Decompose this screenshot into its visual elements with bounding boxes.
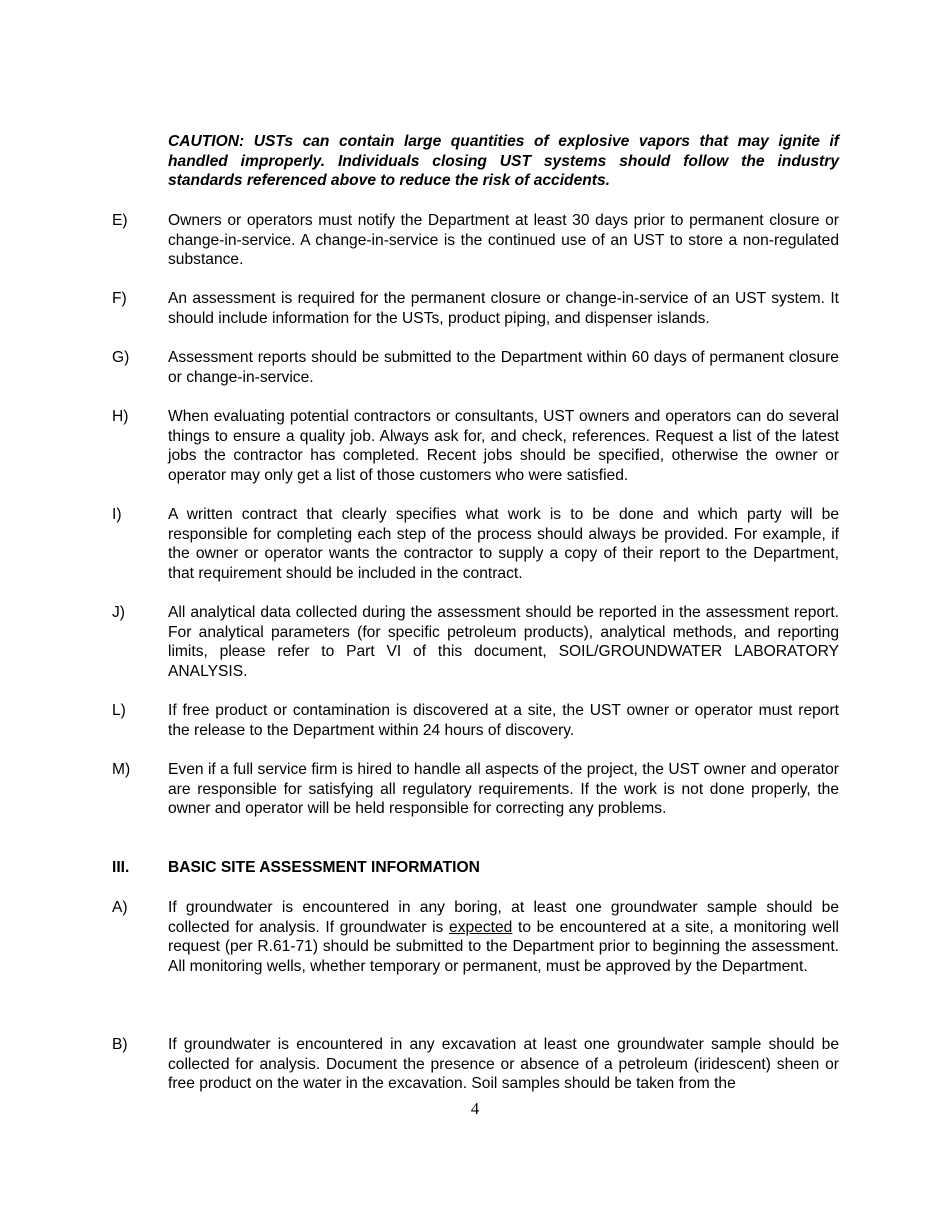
- list-item-l: [112, 701, 839, 740]
- list-item-e: [112, 211, 839, 270]
- section-number: III.: [112, 859, 130, 876]
- item-text: An assessment is required for the permanent closure or change-in-service of an UST system. It should include information for the USTs, product piping, and dispenser islands.: [168, 290, 839, 327]
- item-text: Even if a full service firm is hired to handle all aspects of the project, the UST owner and operator are responsible for satisfying all regulatory requirements. If the work is not done properly, the owner and operator will be held responsible for correcting any problems.: [168, 761, 839, 817]
- list-item-a: [112, 898, 839, 976]
- page-number: 4: [470, 1099, 480, 1118]
- item-label: I): [112, 506, 122, 523]
- list-item-m: [112, 760, 839, 819]
- list-item-f: [112, 289, 839, 328]
- caution-paragraph: CAUTION: USTs can contain large quantities of explosive vapors that may ignite if handled improperly. Individuals closing UST systems should follow the industry standards referenced above to reduce the risk of accidents.: [168, 133, 839, 189]
- item-text: When evaluating potential contractors or consultants, UST owners and operators can do several things to ensure a quality job. Always ask for, and check, references. Request a list of the latest jobs the contractor has completed. Recent jobs should be specified, otherwise the owner or operator may only get a list of those customers who were satisfied.: [168, 408, 839, 484]
- item-text: [168, 898, 839, 976]
- underlined-word: expected: [449, 918, 513, 936]
- list-item-b: [112, 1035, 839, 1094]
- item-label: H): [112, 408, 129, 425]
- item-text: Owners or operators must notify the Department at least 30 days prior to permanent closure or change-in-service. A change-in-service is the continued use of an UST to store a non-regulated substance.: [168, 212, 839, 268]
- list-item-j: [112, 603, 839, 681]
- item-text: Assessment reports should be submitted to the Department within 60 days of permanent closure or change-in-service.: [168, 349, 839, 386]
- item-text: A written contract that clearly specifies what work is to be done and which party will be responsible for completing each step of the process should always be provided. For example, if the owner or operator wants the contractor to supply a copy of their report to the Department, that requirement should be included in the contract.: [168, 506, 839, 582]
- item-label: B): [112, 1036, 128, 1053]
- item-text-part: to be encountered at a site, a monitoring well request (per R.61-71) should be submitted to the Department prior to beginning the assessment. All monitoring wells, whether temporary or permanent, must be approved by the Department.: [168, 918, 839, 975]
- item-text: All analytical data collected during the assessment should be reported in the assessment report. For analytical parameters (for specific petroleum products), analytical methods, and reporting limits, please refer to Part VI of this document, SOIL/GROUNDWATER LABORATORY ANALYSIS.: [168, 604, 839, 680]
- list-item-g: [112, 348, 839, 387]
- item-label: E): [112, 212, 128, 229]
- section-heading: [112, 858, 480, 878]
- item-label: J): [112, 604, 125, 621]
- item-label: F): [112, 290, 127, 307]
- section-title: BASIC SITE ASSESSMENT INFORMATION: [168, 859, 480, 876]
- item-text: If free product or contamination is discovered at a site, the UST owner or operator must report the release to the Department within 24 hours of discovery.: [168, 702, 839, 739]
- item-label: M): [112, 761, 131, 778]
- item-text: If groundwater is encountered in any excavation at least one groundwater sample should be collected for analysis. Document the presence or absence of a petroleum (iridescent) sheen or free product on the water in the excavation. Soil samples should be taken from the: [168, 1036, 839, 1092]
- item-label: G): [112, 349, 130, 366]
- item-text-part: If groundwater is encountered in any boring, at least one groundwater sample should be collected for analysis. If groundwater is: [168, 899, 839, 936]
- list-item-i: [112, 505, 839, 583]
- item-label: L): [112, 702, 126, 719]
- item-label: A): [112, 899, 128, 916]
- list-item-h: [112, 407, 839, 485]
